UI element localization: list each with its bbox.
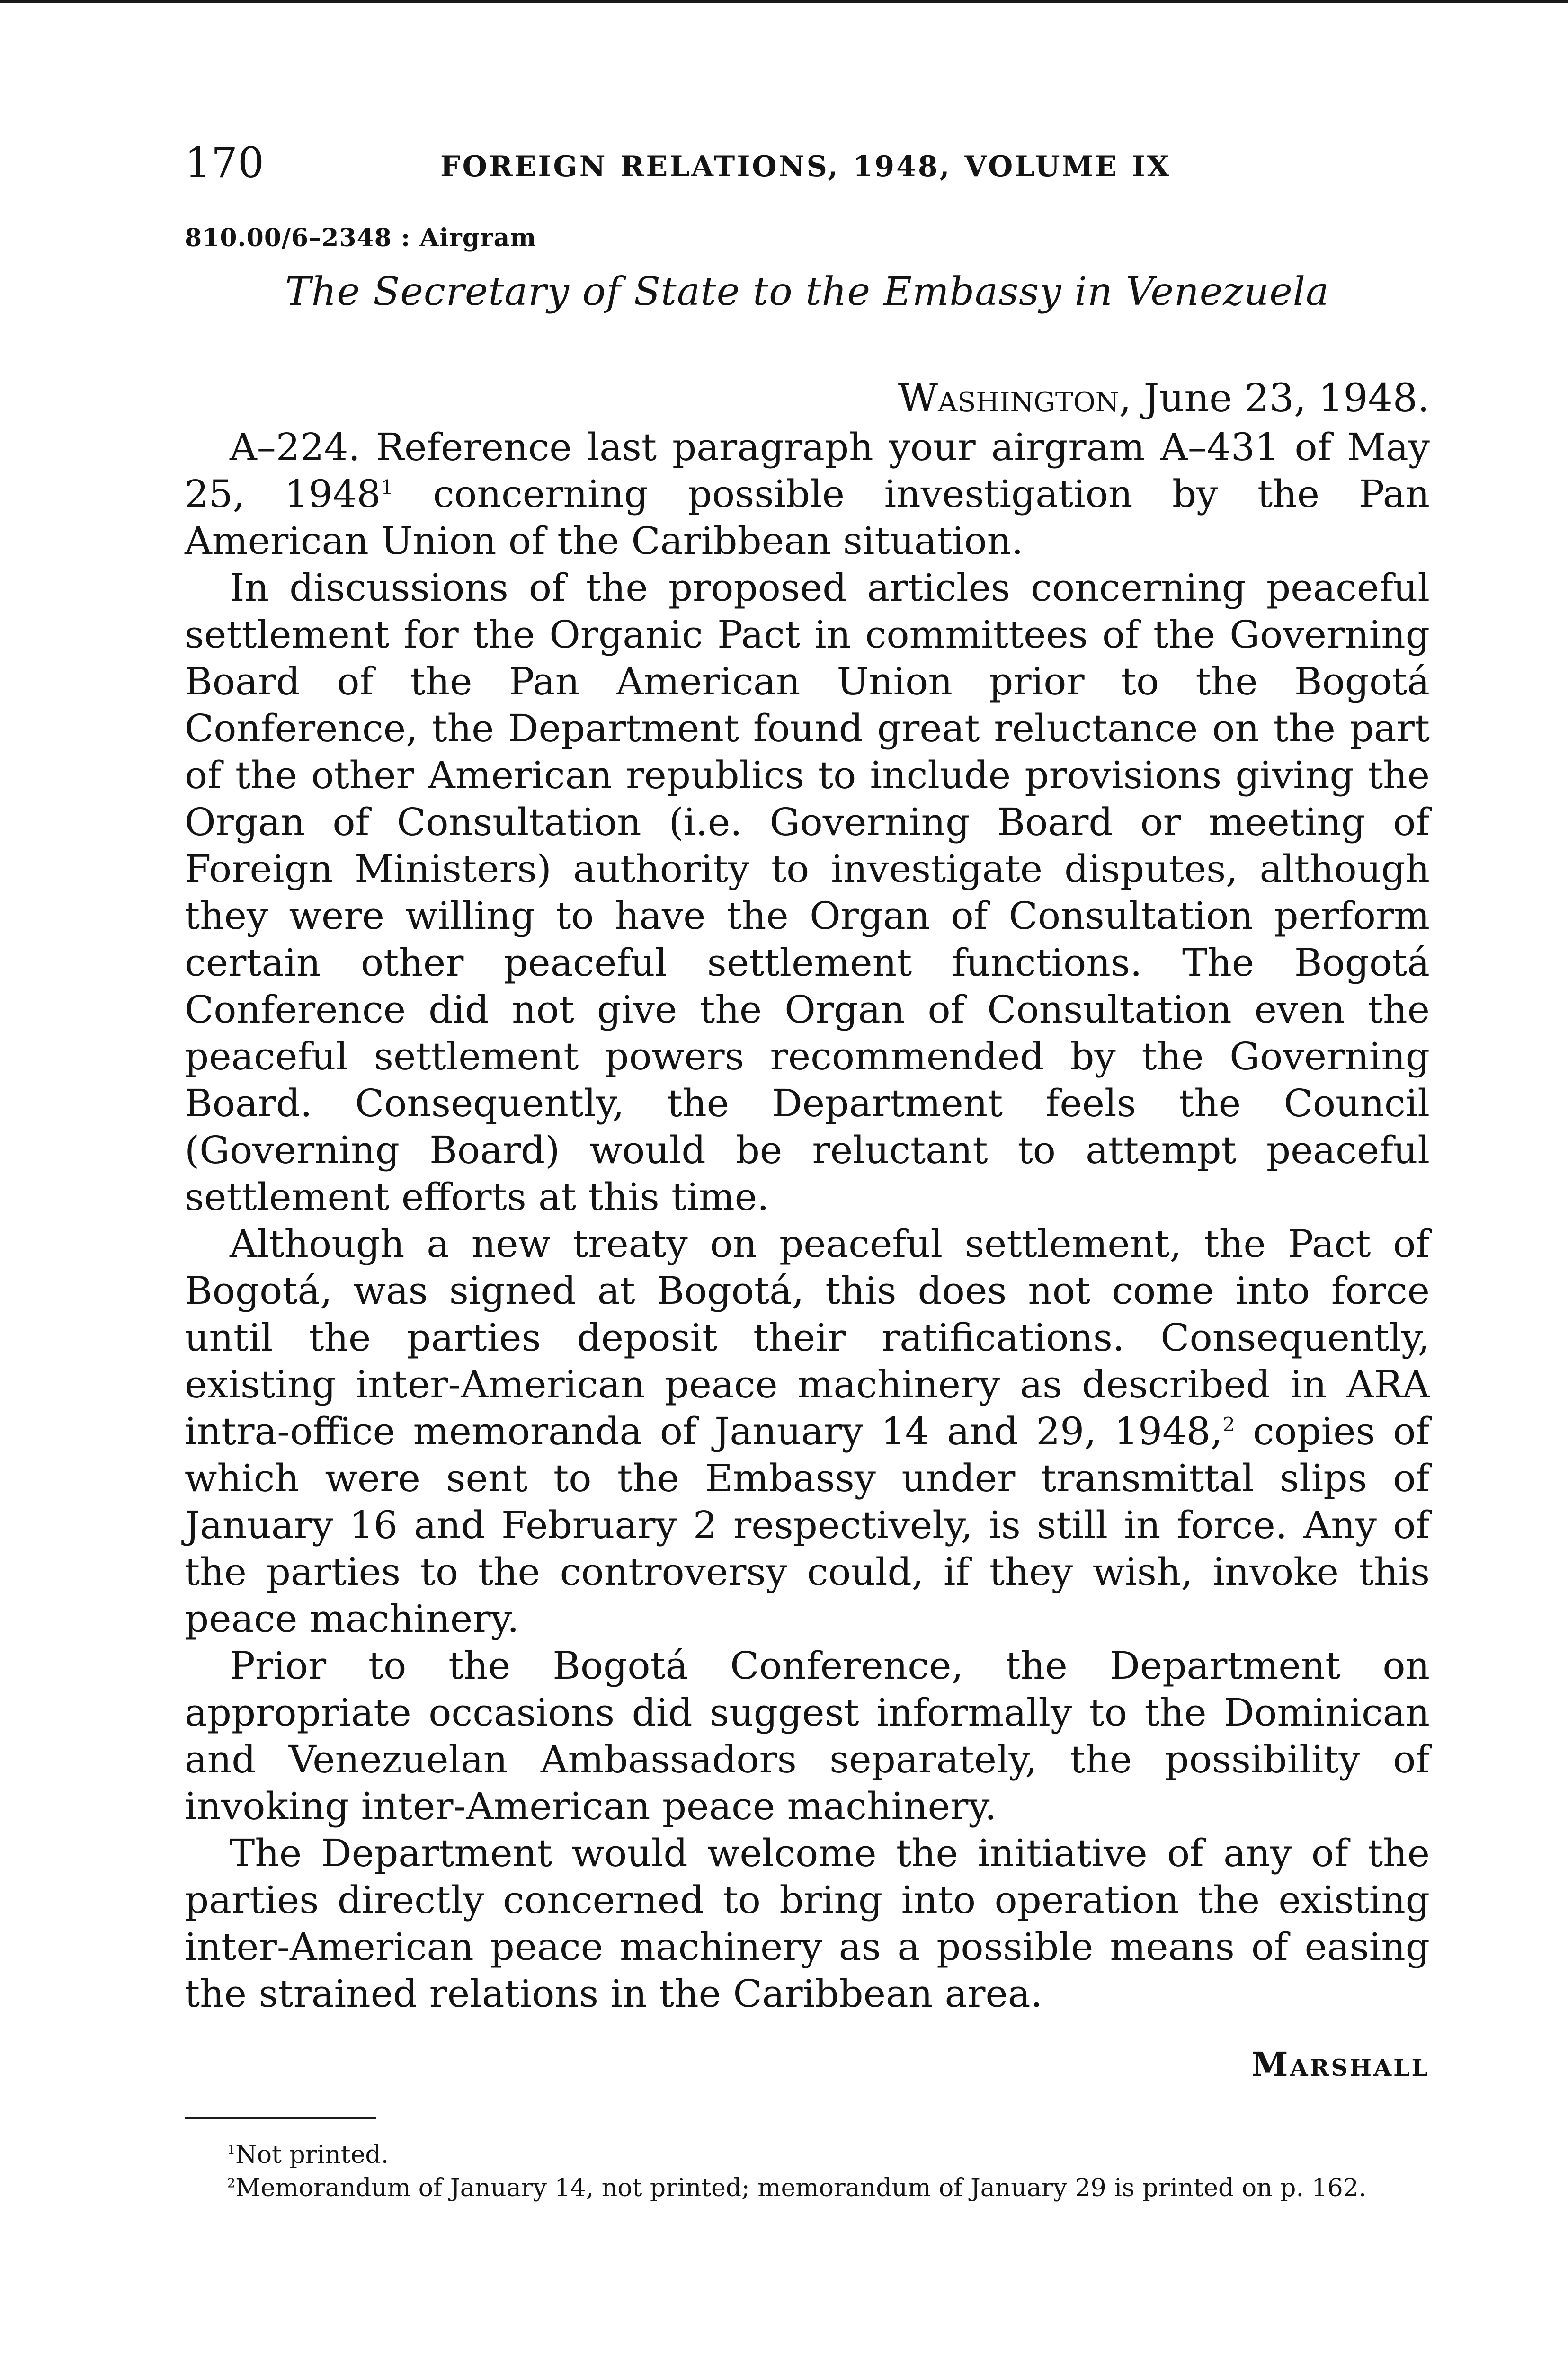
running-title-word: VOLUME [964, 150, 1119, 183]
running-title [440, 152, 1184, 181]
footnote-1 [185, 2138, 1430, 2171]
footnote-ref-2: 2 [1222, 1413, 1235, 1436]
paragraph-1-text-a: A–224. Reference last paragraph your airgram A–431 of May 25, 1948 [185, 425, 1430, 516]
page-number: 170 [185, 138, 264, 187]
footnote-mark: 2 [227, 2176, 236, 2191]
signature: Marshall [1251, 2045, 1430, 2084]
footnote-rule [185, 2117, 376, 2119]
footnote-text: Not printed. [235, 2141, 389, 2169]
footnote-ref-1: 1 [381, 475, 393, 499]
file-number: 810.00/6–2348 : Airgram [185, 223, 537, 252]
paragraph-5: The Department would welcome the initiative of any of the parties directly concerned to bring into operation the existing inter-American peace machinery as a possible means of easing the strained relations in the Caribbean area. [185, 1831, 1430, 2016]
paragraph-3 [185, 1220, 1430, 1642]
paragraph-3-text-a: Although a new treaty on peaceful settlement, the Pact of Bogotá, was signed at Bogotá, this does not come into force until the parties deposit their ratifications. Consequently, existing inter-American peace machinery as described in ARA intra-office memoranda of January 14 and 29, 1948, [185, 1222, 1430, 1453]
page-header [185, 138, 1430, 204]
dateline-place: Washington [898, 376, 1119, 421]
paragraph-1 [185, 424, 1430, 564]
document-page [185, 138, 1430, 2205]
dateline-date: , June 23, 1948. [1119, 376, 1430, 421]
running-title-word: RELATIONS, [620, 150, 840, 183]
footnote-2 [185, 2171, 1430, 2205]
running-title-word: 1948, [853, 150, 952, 183]
footnote-mark: 1 [227, 2143, 236, 2158]
footnote-text: Memorandum of January 14, not printed; memorandum of January 29 is printed on p. 162. [235, 2174, 1367, 2202]
running-title-word: FOREIGN [440, 150, 607, 183]
running-title-word: IX [1131, 150, 1171, 183]
dateline [185, 376, 1430, 421]
paragraph-2: In discussions of the proposed articles concerning peaceful settlement for the Organic Pact in committees of the Governing Board of the Pan American Union prior to the Bogotá Conference, the Department found great reluctance on the part of the other American republics to include provisions giving the Organ of Consultation (i.e. Governing Board or meeting of Foreign Ministers) authority to investigate disputes, although they were willing to have the Organ of Consultation perform certain other peaceful settlement functions. The Bogotá Conference did not give the Organ of Consultation even the peaceful settlement powers recommended by the Governing Board. Consequently, the Department feels the Council (Governing Board) would be reluctant to attempt peaceful settlement efforts at this time. [185, 566, 1430, 1219]
paragraph-3-text-b: copies of which were sent to the Embassy under transmittal slips of January 16 and February 2 respectively, is still in force. Any of the parties to the controversy could, if they wish, invoke this peace machinery. [185, 1409, 1430, 1641]
paragraph-1-text-b: concerning possible investigation by the Pan American Union of the Caribbean situation. [185, 472, 1430, 563]
top-edge-rule [0, 0, 1568, 3]
document-title: The Secretary of State to the Embassy in Venezuela [285, 269, 1329, 314]
paragraph-4: Prior to the Bogotá Conference, the Department on appropriate occasions did suggest informally to the Dominican and Venezuelan Ambassadors separately, the possibility of invoking inter-American peace machinery. [185, 1644, 1430, 1828]
